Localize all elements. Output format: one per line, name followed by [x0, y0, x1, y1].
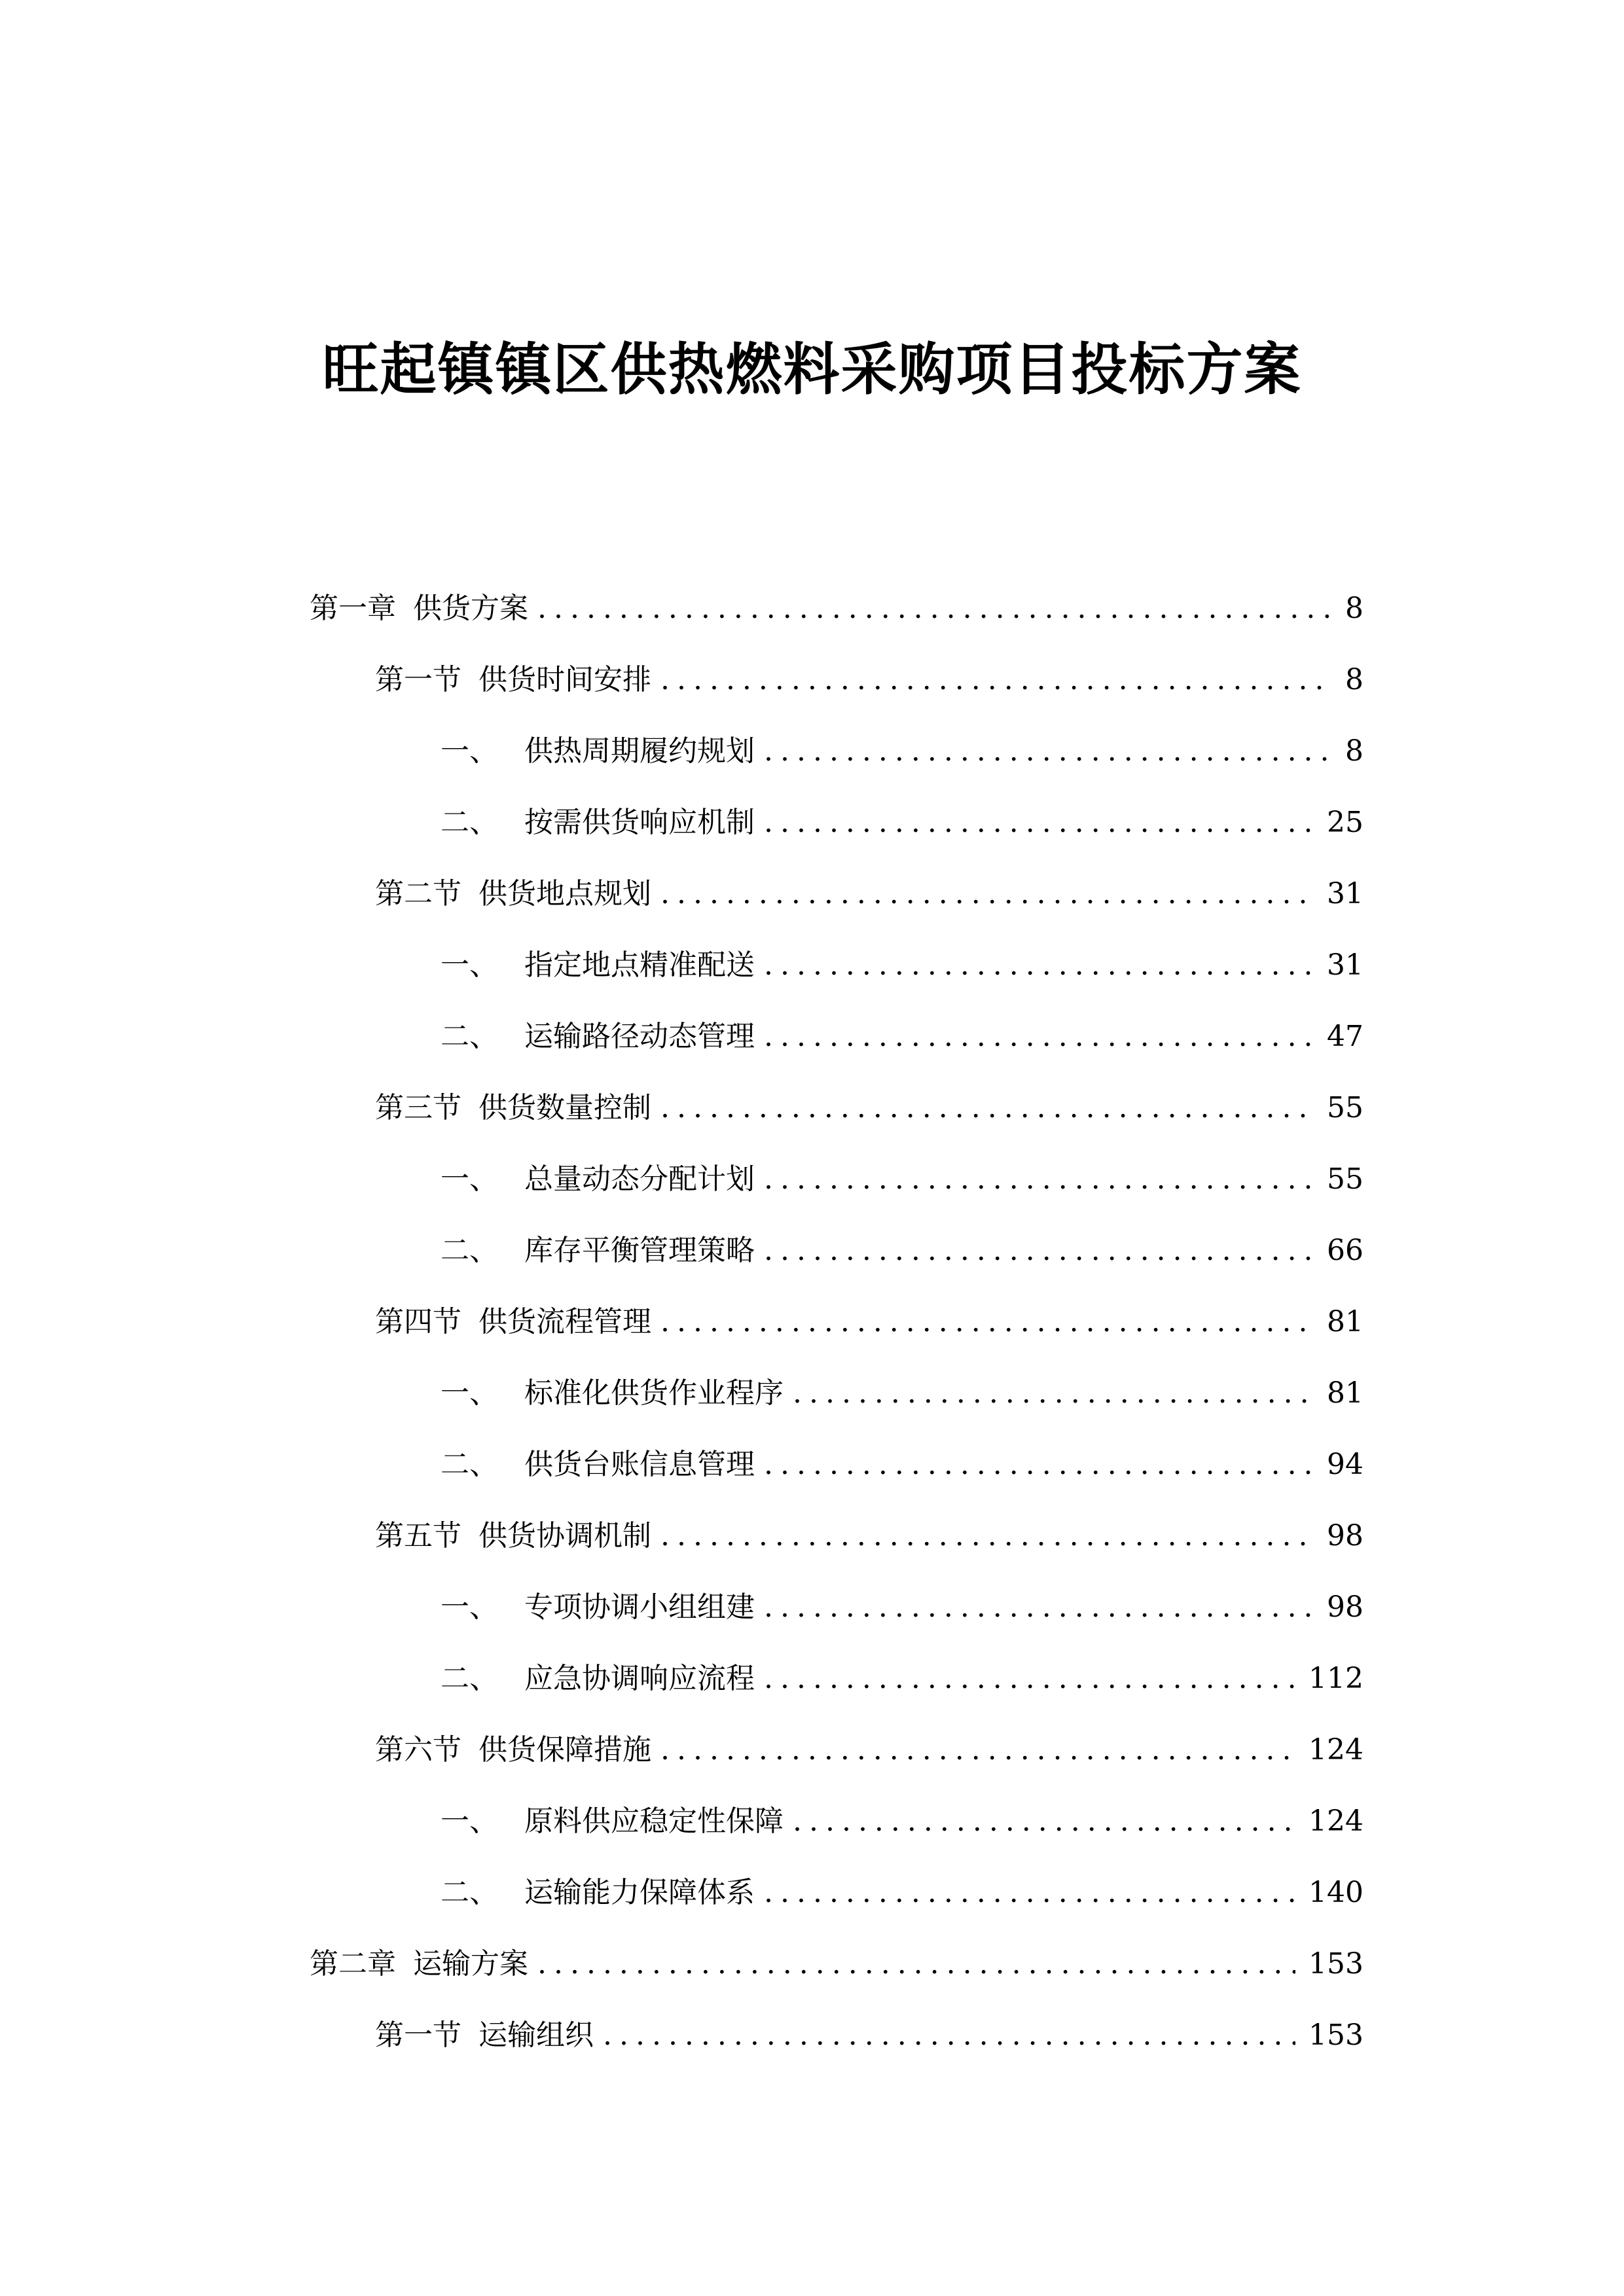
toc-page-number: 8: [1345, 663, 1363, 696]
toc-entry-number: 第一章: [310, 592, 396, 625]
toc-entry[interactable]: [310, 2000, 1363, 2071]
toc-dot-leader: [764, 1215, 1314, 1286]
toc-dot-leader: [764, 1857, 1295, 1928]
toc-entry-title: 总量动态分配计划: [524, 1162, 755, 1196]
toc-dot-leader: [603, 2000, 1295, 2071]
toc-page-number: 66: [1327, 1234, 1363, 1267]
toc-entry-title: 供货时间安排: [478, 663, 651, 696]
toc-entry-number: 第一节: [375, 663, 461, 696]
toc-entry-title: 供货保障措施: [478, 1733, 651, 1767]
toc-entry[interactable]: [310, 858, 1363, 929]
toc-dot-leader: [764, 715, 1332, 787]
toc-entry[interactable]: [310, 1357, 1363, 1429]
toc-entry-title: 专项协调小组组建: [524, 1590, 755, 1624]
toc-dot-leader: [793, 1357, 1314, 1429]
document-title: 旺起镇镇区供热燃料采购项目投标方案: [322, 337, 1302, 403]
toc-entry[interactable]: [310, 1072, 1363, 1143]
toc-entry[interactable]: [310, 1215, 1363, 1286]
toc-entry[interactable]: [310, 929, 1363, 1001]
toc-entry-title: 供货方案: [413, 592, 528, 625]
toc-entry-number: 第六节: [375, 1733, 461, 1767]
toc-entry[interactable]: [310, 1429, 1363, 1500]
toc-page-number: 98: [1327, 1519, 1363, 1552]
toc-entry-number: 一、: [441, 1804, 498, 1838]
toc-entry-title: 供热周期履约规划: [524, 734, 755, 768]
toc-entry[interactable]: [310, 1714, 1363, 1785]
toc-dot-leader: [793, 1785, 1295, 1857]
toc-page-number: 153: [1308, 2018, 1363, 2052]
toc-page-number: 124: [1308, 1733, 1363, 1767]
toc-entry[interactable]: [310, 1500, 1363, 1571]
toc-entry-number: 一、: [441, 734, 498, 768]
toc-dot-leader: [660, 1714, 1295, 1785]
toc-entry-title: 运输方案: [413, 1947, 528, 1981]
toc-entry-number: 第四节: [375, 1305, 461, 1338]
toc-page-number: 55: [1327, 1091, 1363, 1124]
toc-entry-title: 指定地点精准配送: [524, 948, 755, 982]
toc-dot-leader: [764, 787, 1314, 858]
toc-dot-leader: [764, 1001, 1314, 1072]
toc-dot-leader: [537, 1928, 1295, 2000]
toc-dot-leader: [660, 858, 1314, 929]
toc-entry[interactable]: [310, 715, 1363, 787]
toc-entry-title: 按需供货响应机制: [524, 806, 755, 839]
toc-page-number: 94: [1327, 1448, 1363, 1481]
toc-entry-number: 一、: [441, 1376, 498, 1410]
toc-entry-title: 供货台账信息管理: [524, 1448, 755, 1481]
toc-entry-number: 二、: [441, 1448, 498, 1481]
toc-page-number: 124: [1308, 1804, 1363, 1838]
toc-entry-number: 第二章: [310, 1947, 396, 1981]
toc-entry-title: 供货协调机制: [478, 1519, 651, 1552]
toc-entry-number: 第五节: [375, 1519, 461, 1552]
toc-entry-number: 一、: [441, 1162, 498, 1196]
toc-page-number: 81: [1327, 1305, 1363, 1338]
toc-dot-leader: [764, 1143, 1314, 1215]
toc-entry-number: 第一节: [375, 2018, 461, 2052]
toc-entry[interactable]: [310, 644, 1363, 715]
toc-entry-number: 第二节: [375, 877, 461, 910]
toc-dot-leader: [537, 573, 1332, 644]
toc-entry[interactable]: [310, 1785, 1363, 1857]
toc-entry[interactable]: [310, 1928, 1363, 2000]
toc-entry-number: 二、: [441, 1020, 498, 1053]
toc-entry-title: 供货流程管理: [478, 1305, 651, 1338]
toc-page-number: 81: [1327, 1376, 1363, 1410]
toc-entry-title: 运输组织: [478, 2018, 594, 2052]
toc-page-number: 25: [1327, 806, 1363, 839]
toc-entry-number: 二、: [441, 1234, 498, 1267]
toc-entry-title: 标准化供货作业程序: [524, 1376, 784, 1410]
toc-entry-title: 库存平衡管理策略: [524, 1234, 755, 1267]
toc-page-number: 98: [1327, 1590, 1363, 1624]
toc-entry[interactable]: [310, 573, 1363, 644]
toc-dot-leader: [764, 929, 1314, 1001]
toc-entry-title: 运输能力保障体系: [524, 1876, 755, 1909]
toc-entry-title: 运输路径动态管理: [524, 1020, 755, 1053]
toc-entry[interactable]: [310, 1143, 1363, 1215]
toc-entry-number: 第三节: [375, 1091, 461, 1124]
toc-entry[interactable]: [310, 1571, 1363, 1643]
toc-page-number: 140: [1308, 1876, 1363, 1909]
toc-entry[interactable]: [310, 1857, 1363, 1928]
toc-entry-title: 供货地点规划: [478, 877, 651, 910]
toc-dot-leader: [660, 1072, 1314, 1143]
toc-dot-leader: [660, 1286, 1314, 1357]
toc-entry[interactable]: [310, 1643, 1363, 1714]
toc-entry[interactable]: [310, 787, 1363, 858]
toc-page-number: 153: [1308, 1947, 1363, 1981]
toc-page-number: 8: [1345, 734, 1363, 768]
toc-page-number: 47: [1327, 1020, 1363, 1053]
toc-entry[interactable]: [310, 1001, 1363, 1072]
table-of-contents: [310, 573, 1363, 2071]
toc-entry-number: 二、: [441, 1662, 498, 1695]
toc-page-number: 55: [1327, 1162, 1363, 1196]
toc-page-number: 112: [1308, 1662, 1363, 1695]
toc-entry-number: 二、: [441, 806, 498, 839]
toc-dot-leader: [660, 644, 1332, 715]
toc-page-number: 31: [1327, 877, 1363, 910]
toc-dot-leader: [764, 1571, 1314, 1643]
toc-dot-leader: [764, 1429, 1314, 1500]
toc-dot-leader: [764, 1643, 1295, 1714]
toc-dot-leader: [660, 1500, 1314, 1571]
toc-entry-title: 供货数量控制: [478, 1091, 651, 1124]
toc-page-number: 8: [1345, 592, 1363, 625]
toc-page-number: 31: [1327, 948, 1363, 982]
toc-entry[interactable]: [310, 1286, 1363, 1357]
toc-entry-title: 应急协调响应流程: [524, 1662, 755, 1695]
toc-entry-number: 一、: [441, 948, 498, 982]
toc-entry-number: 一、: [441, 1590, 498, 1624]
toc-entry-number: 二、: [441, 1876, 498, 1909]
toc-entry-title: 原料供应稳定性保障: [524, 1804, 784, 1838]
